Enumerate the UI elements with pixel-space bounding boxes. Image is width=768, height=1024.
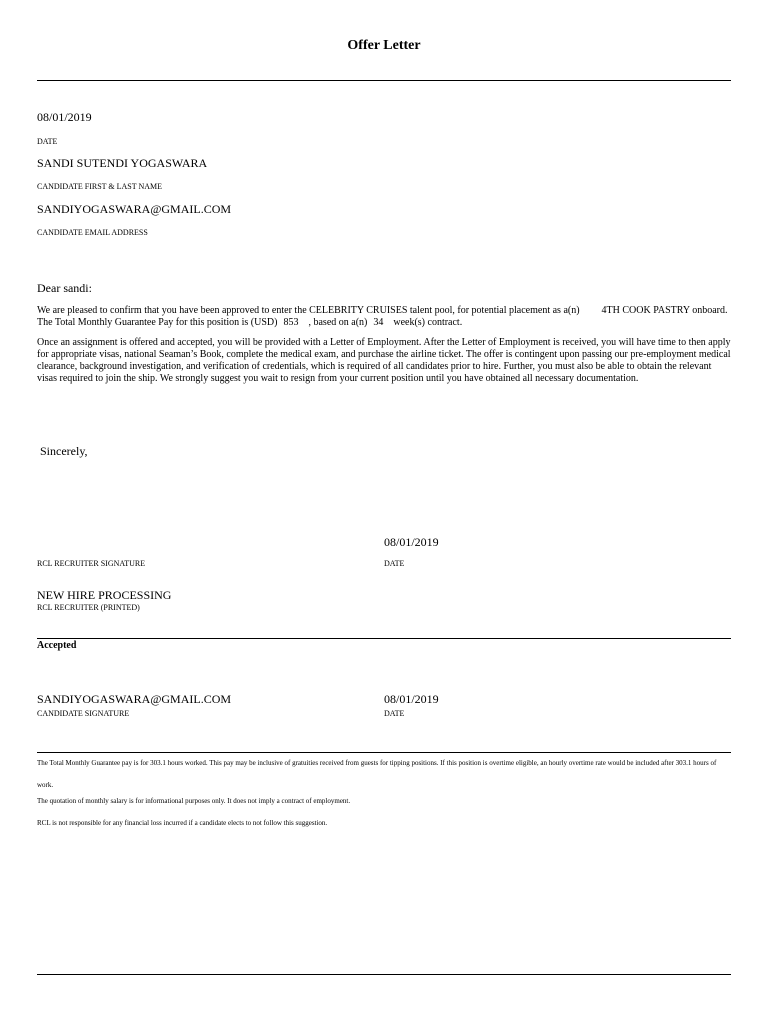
document-title: Offer Letter	[347, 38, 421, 53]
recruiter-name-caption: RCL RECRUITER (PRINTED)	[37, 603, 140, 612]
candidate-signature-value: SANDIYOGASWARA@GMAIL.COM	[37, 692, 232, 706]
date-caption: DATE	[37, 137, 58, 146]
accepted-divider	[37, 638, 731, 639]
bottom-divider	[37, 974, 731, 975]
candidate-signature-caption: CANDIDATE SIGNATURE	[37, 709, 130, 718]
candidate-date-value: 08/01/2019	[384, 692, 439, 706]
title-divider	[37, 80, 731, 81]
date-value: 08/01/2019	[37, 110, 92, 124]
footnote-hours: The Total Monthly Guarantee pay is for 303.1 hours worked. This pay may be inclusive of gratuities received from guests for tipping positions. If this position is overtime eligible, an hourly overtime rate would be included after 303.1 hours of work.	[37, 759, 717, 789]
offer-text-d: week(s) contract.	[393, 317, 463, 328]
candidate-name-value: SANDI SUTENDI YOGASWARA	[37, 156, 208, 170]
footnote-quotation: The quotation of monthly salary is for informational purposes only. It does not imply a contract of employment.	[37, 797, 351, 805]
offer-paragraph	[37, 305, 732, 329]
offer-text-a: We are pleased to confirm that you have been approved to enter the CELEBRITY CRUISES talent pool, for potential placement as a(n)	[37, 305, 580, 316]
salutation: Dear sandi:	[37, 281, 92, 295]
weeks-value: 34	[373, 317, 384, 328]
footnote-liability: RCL is not responsible for any financial loss incurred if a candidate elects to not follow this suggestion.	[37, 819, 328, 827]
assignment-paragraph: Once an assignment is offered and accepted, you will be provided with a Letter of Employment. After the Letter of Employment is received, you will have time to then apply for appropriate visas, national Seaman’s Book, complete the medical exam, and purchase the airline ticket. The offer is contingent upon passing our pre-employment medical clearance, background investigation, and verification of credentials, which is required of all candidates prior to hire. Further, you must also be able to obtain the relevant visas required to join the ship. We strongly suggest you wait to resign from your current position until you have obtained all necessary documentation.	[37, 337, 731, 384]
candidate-email-value: SANDIYOGASWARA@GMAIL.COM	[37, 202, 232, 216]
position-value: 4TH COOK PASTRY	[601, 305, 690, 316]
candidate-email-caption: CANDIDATE EMAIL ADDRESS	[37, 228, 148, 237]
closing: Sincerely,	[40, 444, 88, 458]
pay-value: 853	[283, 317, 299, 328]
candidate-date-caption: DATE	[384, 709, 405, 718]
offer-text-c: , based on a(n)	[308, 317, 368, 328]
accepted-label: Accepted	[37, 640, 77, 651]
recruiter-date-value: 08/01/2019	[384, 535, 439, 549]
candidate-name-caption: CANDIDATE FIRST & LAST NAME	[37, 182, 163, 191]
recruiter-name-value: NEW HIRE PROCESSING	[37, 588, 172, 602]
recruiter-date-caption: DATE	[384, 559, 405, 568]
recruiter-signature-caption: RCL RECRUITER SIGNATURE	[37, 559, 146, 568]
offer-text-b: onboard. The Total Monthly Guarantee Pay for this position is (USD)	[37, 305, 728, 328]
